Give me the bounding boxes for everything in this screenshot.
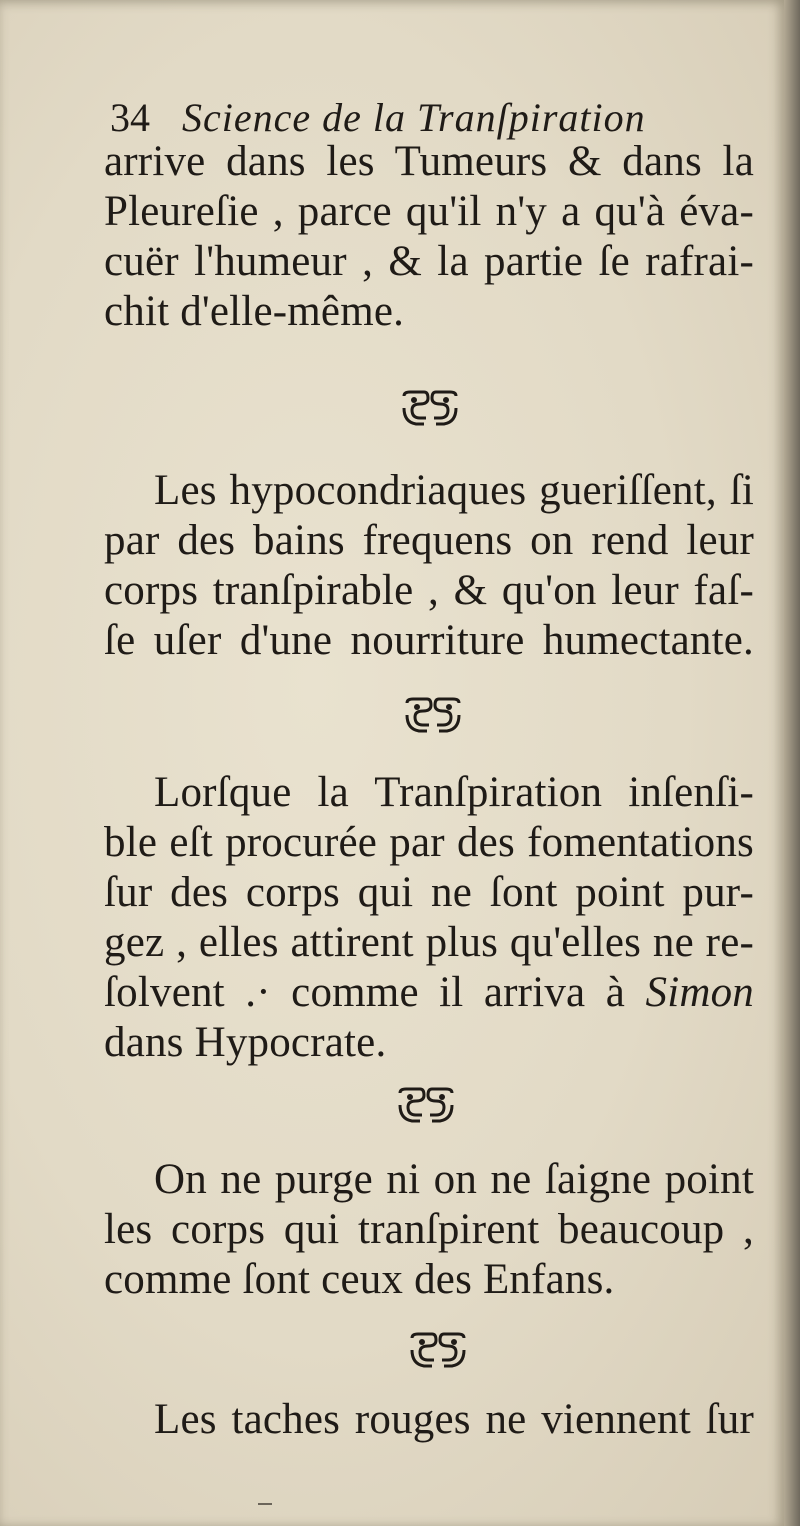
text-line: gez , elles attirent plus qu'elles ne re- bbox=[104, 919, 754, 966]
fleuron-ornament bbox=[396, 1087, 456, 1123]
text-line: les corps qui tranſpirent beaucoup , bbox=[104, 1206, 754, 1253]
text-line: ſe uſer d'une nourriture humectante. bbox=[104, 617, 754, 664]
page-edge bbox=[784, 0, 800, 1526]
text-line: par des bains frequens on rend leur bbox=[104, 517, 754, 564]
person-name: Simon bbox=[645, 969, 754, 1016]
text-line: Les hypocondriaques gueriſſent, ſi bbox=[154, 467, 754, 514]
paragraph-3 bbox=[104, 768, 754, 1068]
paragraph-5 bbox=[104, 1395, 754, 1445]
text-line: dans Hypocrate. bbox=[104, 1019, 387, 1066]
fleuron-ornament bbox=[403, 697, 463, 733]
text-line: ble eſt procurée par des fomentations bbox=[104, 819, 754, 866]
text-line: corps tranſpirable , & qu'on leur faſ- bbox=[104, 567, 754, 614]
page-number: 34 bbox=[110, 95, 150, 140]
text-line: On ne purge ni on ne ſaigne point bbox=[154, 1156, 754, 1203]
text-line: Pleureſie , parce qu'il n'y a qu'à éva- bbox=[104, 188, 754, 235]
text-line: cuër l'humeur , & la partie ſe rafrai- bbox=[104, 238, 754, 285]
text-line bbox=[104, 968, 754, 1018]
text-line-prefix: ſolvent .· comme il arriva à bbox=[104, 969, 646, 1016]
text-line: chit d'elle-même. bbox=[104, 288, 405, 335]
fleuron-ornament bbox=[400, 390, 460, 426]
running-title: Science de la Tranſpiration bbox=[182, 95, 646, 140]
text-line: arrive dans les Tumeurs & dans la bbox=[104, 138, 754, 185]
paragraph-4 bbox=[104, 1155, 754, 1305]
fleuron-ornament bbox=[408, 1332, 468, 1368]
paragraph-1 bbox=[104, 137, 754, 337]
text-line: comme ſont ceux des Enfans. bbox=[104, 1256, 615, 1303]
text-line: Les taches rouges ne viennent ſur bbox=[154, 1396, 754, 1443]
paragraph-2 bbox=[104, 466, 754, 666]
footer-mark bbox=[258, 1503, 272, 1505]
text-line: Lorſque la Tranſpiration inſenſi- bbox=[154, 769, 754, 816]
text-line: ſur des corps qui ne ſont point pur- bbox=[104, 869, 754, 916]
